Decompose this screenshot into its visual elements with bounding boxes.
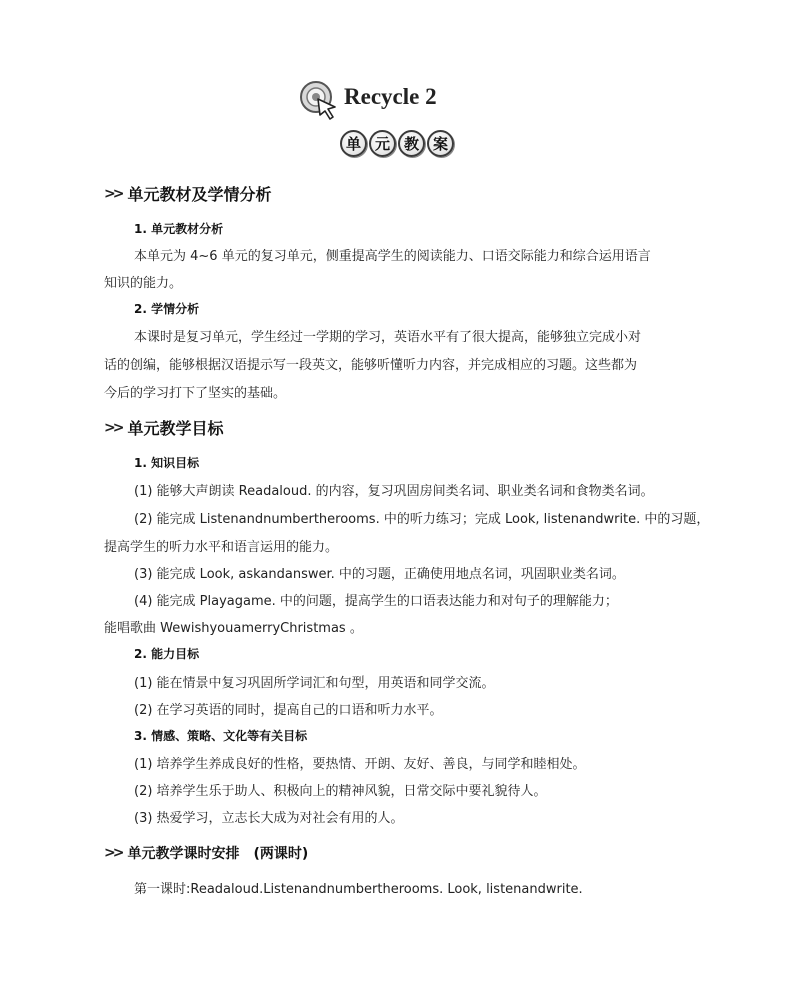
paragraph-line: (2) 能完成 Listenandnumbertherooms. 中的听力练习；完成 Look, listenandwrite. 中的习题， [134,512,710,527]
paragraph-line: (3) 热爱学习，立志长大成为对社会有用的人。 [134,811,404,826]
paragraph-line: (3) 能完成 Look, askandanswer. 中的习题，正确使用地点名词，巩固职业类名词。 [134,567,625,582]
section-heading-schedule [104,843,308,863]
badge-char: 案 [427,130,454,157]
paragraph-line: 今后的学习打下了坚实的基础。 [104,386,287,401]
badge-char: 单 [340,130,367,157]
section-heading-note: (两课时) [253,846,309,862]
subheading: 2. 学情分析 [134,302,200,316]
section-heading-materials [104,182,271,205]
paragraph-line: 知识的能力。 [104,276,183,291]
paragraph-line: 能唱歌曲 WewishyouamerryChristmas 。 [104,621,363,636]
paragraph-line: 提高学生的听力水平和语言运用的能力。 [104,540,339,555]
section-heading-text: 单元教学目标 [127,419,224,438]
subheading: 1. 单元教材分析 [134,222,224,236]
page-title: Recycle 2 [344,84,437,109]
section-heading-text: 单元教学课时安排 [127,846,240,862]
unit-plan-badges [340,130,454,157]
subheading: 1. 知识目标 [134,456,200,470]
badge-char: 教 [398,130,425,157]
subheading: 3. 情感、策略、文化等有关目标 [134,729,308,743]
paragraph-line: (1) 培养学生养成良好的性格，要热情、开朗、友好、善良，与同学和睦相处。 [134,757,586,772]
section-heading-text: 单元教材及学情分析 [127,185,272,204]
cursor-click-icon [299,80,339,120]
paragraph-line: (1) 能在情景中复习巩固所学词汇和句型，用英语和同学交流。 [134,676,495,691]
double-chevron-icon: >> [104,419,122,436]
paragraph-line: (2) 培养学生乐于助人、积极向上的精神风貌，日常交际中要礼貌待人。 [134,784,547,799]
badge-char: 元 [369,130,396,157]
paragraph-line: 本单元为 4~6 单元的复习单元，侧重提高学生的阅读能力、口语交际能力和综合运用语言 [134,249,651,264]
paragraph-line: 话的创编，能够根据汉语提示写一段英文，能够听懂听力内容，并完成相应的习题。这些都为 [104,358,638,373]
subheading: 2. 能力目标 [134,647,200,661]
section-heading-objectives [104,416,223,439]
paragraph-line: 本课时是复习单元，学生经过一学期的学习，英语水平有了很大提高，能够独立完成小对 [134,330,642,345]
paragraph-line: (2) 在学习英语的同时，提高自己的口语和听力水平。 [134,703,443,718]
double-chevron-icon: >> [104,185,122,202]
double-chevron-icon: >> [104,845,122,861]
paragraph-line: (4) 能完成 Playagame. 中的问题，提高学生的口语表达能力和对句子的理解能力； [134,594,618,609]
paragraph-line: (1) 能够大声朗读 Readaloud. 的内容，复习巩固房间类名词、职业类名词和食物类名词。 [134,484,654,499]
paragraph-line: 第一课时:Readaloud.Listenandnumbertherooms. Look, listenandwrite. [134,882,583,897]
